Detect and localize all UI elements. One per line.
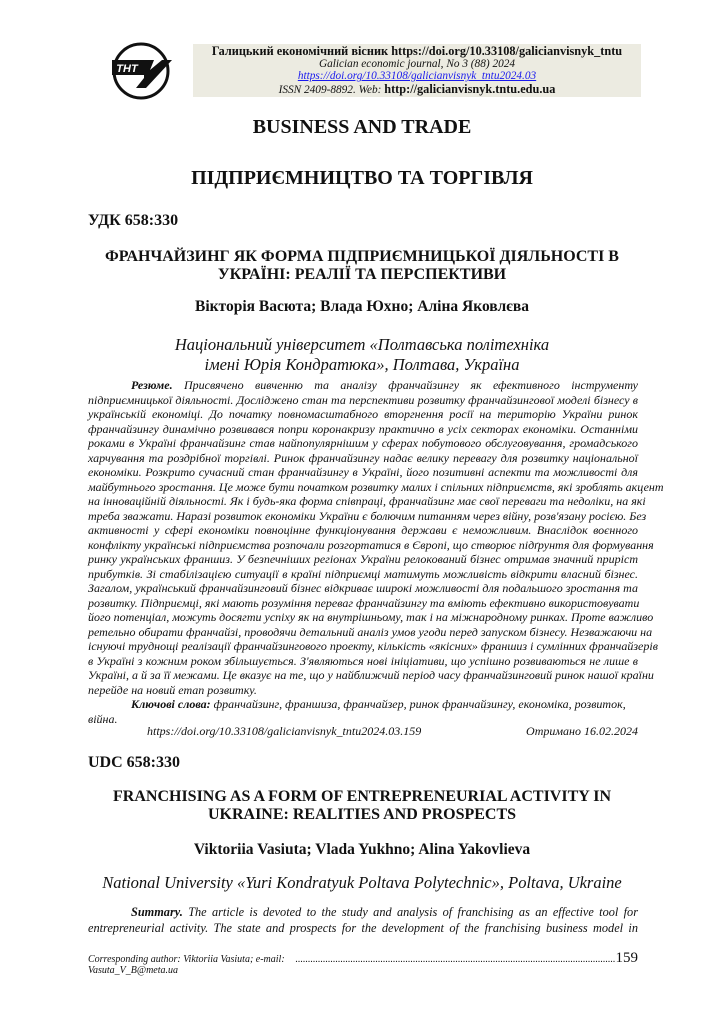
keywords-ua [88, 697, 638, 726]
abstract-line: його потенціал, можуть досягти успіху як на внутрішньому, так і на міжнародному ринках. Проте важливо [88, 610, 654, 624]
title-line: УКРАЇНІ: РЕАЛІЇ ТА ПЕРСПЕКТИВИ [217, 266, 507, 283]
summary-line [88, 904, 638, 920]
abstract-line: роками в Україні франчайзинг став найпопулярнішим у сферах побутового обслуговування, громадського [88, 436, 638, 450]
summary-label: Summary. [131, 905, 183, 919]
article-title-ua [0, 248, 724, 284]
abstract-line: активності у сфері економіки повноцінне функціонування держави є неможливим. Внаслідок воєнного [88, 523, 638, 537]
section-title-en: BUSINESS AND TRADE [252, 116, 472, 138]
summary-text: The article is devoted to the study and analysis of franchising as an effective tool for [188, 905, 638, 919]
affiliation-line: Національний університет «Полтавська політехніка [174, 335, 550, 354]
abstract-line: на інноваційній діяльності. Як і будь-яка форма співпраці, франчайзинг має свої переваги та недоліки, на які [88, 494, 646, 508]
corresponding-author: Corresponding author: Viktoriia Vasiuta; e-mail: Vasuta_V_B@meta.ua [88, 954, 285, 976]
affiliation-line: імені Юрія Кондратюка», Полтава, Україна [204, 355, 520, 374]
received-date: Отримано 16.02.2024 [526, 724, 638, 738]
svg-text:ТНТ: ТНТ [116, 63, 138, 75]
abstract-line: підприємницької діяльності. Досліджено стан та перспективи розвитку франчайзингової моделі бізнесу в [88, 392, 638, 407]
abstract-line: конфлікту українські підприємства розпочали розгортатися в Європі, що створює підґрунтя для формування [88, 537, 654, 552]
abstract-line: ринку українських франшиз. У безпечніших регіонах України релокований бізнес отримав значний приріст [88, 552, 638, 566]
abstract-line: Загалом, український франчайзинговий бізнес відкриває широкі можливості для подальшого зростання та [88, 581, 638, 595]
title-line: ФРАНЧАЙЗИНГ ЯК ФОРМА ПІДПРИЄМНИЦЬКОЇ ДІЯЛЬНОСТІ В [105, 248, 619, 265]
title-line: FRANCHISING AS A FORM OF ENTREPRENEURIAL ACTIVITY IN [113, 788, 611, 805]
page-number: 159 [615, 950, 638, 966]
affiliation-ua [0, 335, 724, 375]
keywords-label: Ключові слова: [131, 697, 211, 711]
article-doi-link[interactable]: https://doi.org/10.33108/galicianvisnyk_tntu2024.03.159 [147, 724, 422, 738]
abstract-line: майбутнього зростання. Це може бути початком розвитку малих і спільних підприємств, які зроблять акцент [88, 479, 664, 494]
section-title-ua: ПІДПРИЄМНИЦТВО ТА ТОРГІВЛЯ [191, 167, 533, 189]
abstract-line: треба зважати. Наразі розвиток економіки України є болючим питанням через війну, розв'язану росією. Без [88, 508, 647, 523]
summary-en [88, 904, 638, 936]
journal-web-link[interactable]: http://galicianvisnyk.tntu.edu.ua [384, 81, 556, 96]
abstract-line: існуючі труднощі реалізації франчайзингового проекту, кількість «якісних» франшиз і сумлінних франчайзерів [88, 639, 658, 653]
summary-line: entrepreneurial activity. The state and prospects for the development of the franchising business model in [88, 921, 638, 935]
udc-en: UDC 658:330 [88, 754, 180, 771]
abstract-line: харчування та роздрібної торгівлі. Ринок франчайзингу надає велику перевагу для розвитку національної [88, 450, 638, 465]
journal-title-en: Galician economic journal, No 3 (88) 2024 [318, 57, 516, 70]
abstract-line: перейде на новий етап розвитку. [88, 682, 257, 697]
abstract-label: Резюме. [131, 378, 173, 392]
issue-doi-link[interactable]: https://doi.org/10.33108/galicianvisnyk_tntu2024.03 [297, 70, 537, 83]
abstract-line: українській економіці. До початку повномасштабного вторгнення росії на територію України ринок [88, 407, 638, 421]
udc-ua: УДК 658:330 [88, 212, 179, 229]
issn: ISSN 2409-8892. Web: [278, 83, 382, 96]
title-line: UKRAINE: REALITIES AND PROSPECTS [207, 806, 517, 823]
abstract-line: Україні, а й за її межами. Це вказує на те, що у найближчий період часу франчайзинговий ринок нашої країни [88, 668, 654, 682]
abstract-line: прибутків. Зі стабілізацією ситуації в країні підприємці матимуть можливість відкрити власний бізнес. [88, 566, 638, 581]
affiliation-en: National University «Yuri Kondratyuk Poltava Polytechnic», Poltava, Ukraine [102, 873, 622, 892]
abstract-line: ретельно обирати франчайзі, проводячи детальний аналіз умов угоди перед запуском бізнесу. Незважаючи на [88, 624, 653, 639]
abstract-line [88, 378, 638, 393]
authors-ua: Вікторія Васюта; Влада Юхно; Аліна Яковлєва [194, 298, 529, 315]
journal-title-ua: Галицький економічний вісник https://doi.org/10.33108/galicianvisnyk_tntu [211, 44, 623, 58]
abstract-line: розвитку. Підприємці, які мають розуміння переваг франчайзингу та вміють ефективно використовувати [88, 595, 640, 610]
abstract-text: Присвячено вивченню та аналізу франчайзингу як ефективного інструменту [184, 378, 639, 392]
abstract-line: економіки. Розкрито сучасний стан франчайзингу в Україні, його позитивні аспекти та можливості для [88, 465, 638, 479]
abstract-line: франчайзингу динамічно розвивався попри коронакризу практично в усіх секторах економіки. Останніми [88, 421, 638, 436]
abstract-line: в Україні з кожним роком збільшується. З'являються нові ініціативи, що успішно розвиваються не лише в [88, 653, 638, 668]
university-logo [110, 40, 172, 102]
keywords-text: франчайзинг, франшиза, франчайзер, ринок франчайзингу, економіка, розвиток, війна. [88, 697, 626, 726]
page-footer [88, 950, 638, 976]
authors-en: Viktoriia Vasiuta; Vlada Yukhno; Alina Yakovlieva [193, 841, 531, 858]
article-title-en [0, 788, 724, 824]
leader-dots: ................................................................................................................................ [295, 954, 616, 965]
abstract-ua [88, 378, 664, 697]
journal-header [193, 44, 641, 97]
